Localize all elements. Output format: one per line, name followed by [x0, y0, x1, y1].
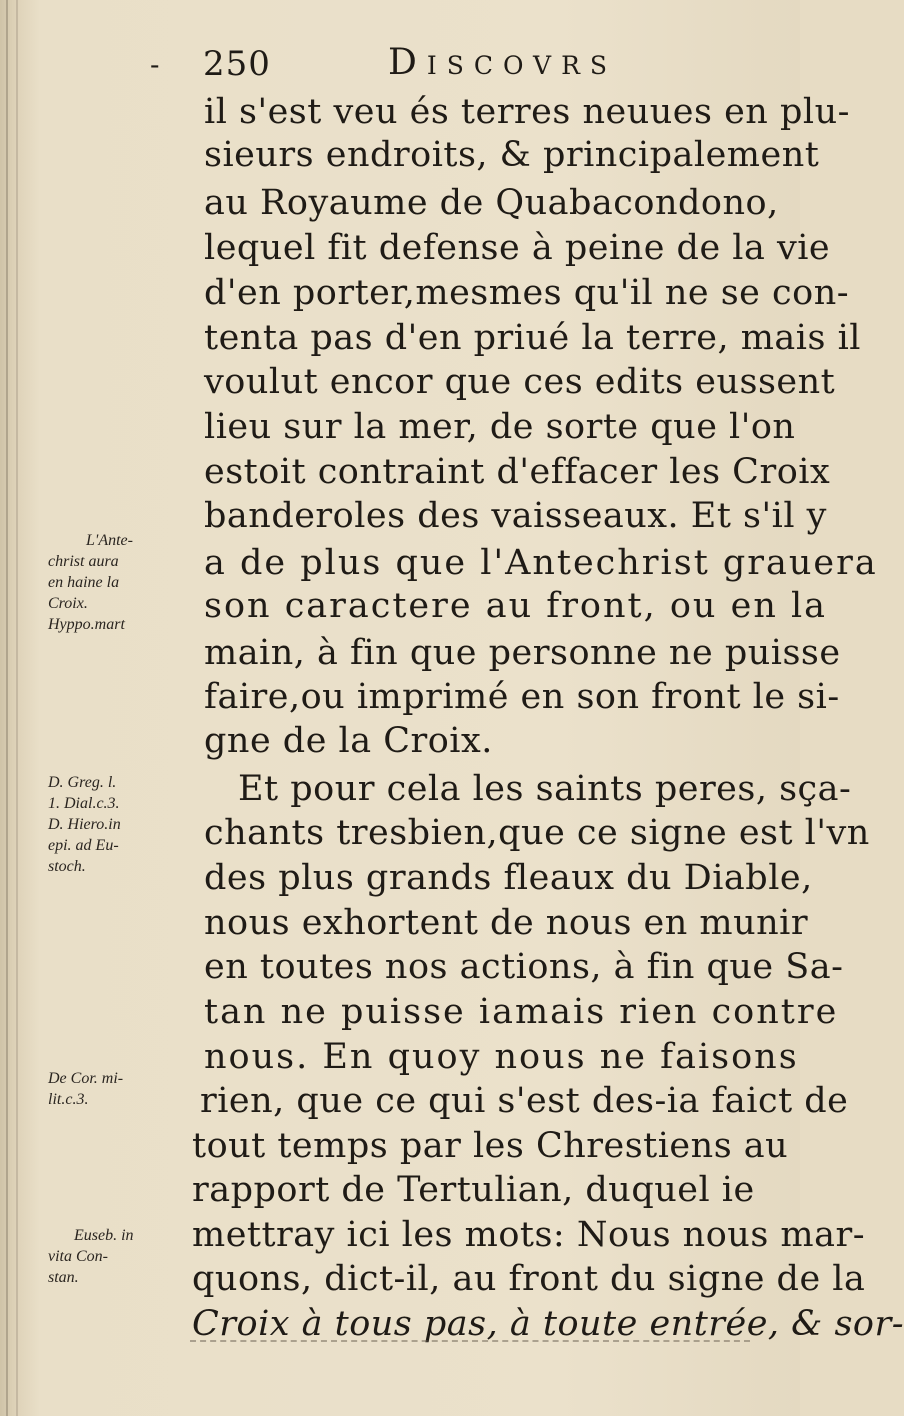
marginal-note-line: L'Ante- [86, 532, 133, 549]
marginal-note-line: vita Con- [48, 1248, 108, 1265]
marginal-note [48, 1225, 183, 1288]
body-line: tan ne puisse iamais rien contre [204, 992, 839, 1032]
body-line: banderoles des vaisseaux. Et s'il y [204, 496, 827, 536]
body-line: gne de la Croix. [204, 721, 493, 761]
header-dash: - [150, 48, 160, 81]
page-number: 250 [203, 44, 271, 84]
body-line: lequel fit defense à peine de la vie [204, 228, 831, 268]
body-line: rien, que ce qui s'est des-ia faict de [200, 1081, 849, 1121]
marginal-note-line: D. Greg. l. [48, 774, 117, 791]
body-line: au Royaume de Quabacondono, [204, 183, 779, 223]
marginal-note-line: De Cor. mi- [48, 1070, 124, 1087]
body-line: tout temps par les Chrestiens au [192, 1126, 789, 1166]
body-line: il s'est veu és terres neuues en plu- [204, 92, 850, 132]
page-header [0, 42, 800, 92]
body-line: Et pour cela les saints peres, sça- [238, 769, 852, 809]
marginal-note [48, 530, 183, 635]
body-line: en toutes nos actions, à fin que Sa- [204, 947, 844, 987]
body-line: nous. En quoy nous ne faisons [204, 1037, 799, 1077]
marginal-note [48, 772, 183, 877]
marginal-note-line: 1. Dial.c.3. [48, 795, 120, 812]
gutter-edge-inner [16, 0, 18, 1416]
body-line: main, à fin que personne ne puisse [204, 633, 841, 673]
body-line: faire,ou imprimé en son front le si- [204, 677, 840, 717]
body-line: voulut encor que ces edits eussent [204, 362, 836, 402]
body-line: des plus grands fleaux du Diable, [204, 858, 813, 898]
body-line: lieu sur la mer, de sorte que l'on [204, 407, 796, 447]
body-line: nous exhortent de nous en munir [204, 903, 809, 943]
body-line: d'en porter,mesmes qu'il ne se con- [204, 273, 850, 313]
marginal-note-line: D. Hiero.in [48, 816, 121, 833]
marginal-note-line: Euseb. in [74, 1227, 134, 1244]
gutter-edge [6, 0, 8, 1416]
body-line: rapport de Tertulian, duquel ie [192, 1170, 755, 1210]
body-line: chants tresbien,que ce signe est l'vn [204, 813, 870, 853]
body-line: quons, dict-il, au front du signe de la [192, 1259, 866, 1299]
marginal-note-line: Hyppo.mart [48, 616, 125, 633]
marginal-note-line: Croix. [48, 595, 88, 612]
marginal-note-line: stoch. [48, 858, 86, 875]
marginal-note-line: en haine la [48, 574, 120, 591]
marginal-note [48, 1068, 183, 1110]
marginal-note-line: lit.c.3. [48, 1091, 89, 1108]
running-title: Discovrs [388, 42, 618, 83]
body-line: mettray ici les mots: Nous nous mar- [192, 1215, 866, 1255]
marginal-note-line: epi. ad Eu- [48, 837, 119, 854]
marginal-note-line: christ aura [48, 553, 119, 570]
bottom-rule [190, 1340, 750, 1343]
body-line: tenta pas d'en priué la terre, mais il [204, 318, 861, 358]
body-line: son caractere au front, ou en la [204, 586, 828, 626]
marginal-note-line: stan. [48, 1269, 79, 1286]
body-line: a de plus que l'Antechrist grauera [204, 543, 878, 583]
body-line: sieurs endroits, & principalement [204, 135, 820, 175]
body-line: Croix à tous pas, à toute entrée, & sor- [192, 1304, 904, 1344]
body-line: estoit contraint d'effacer les Croix [204, 452, 831, 492]
